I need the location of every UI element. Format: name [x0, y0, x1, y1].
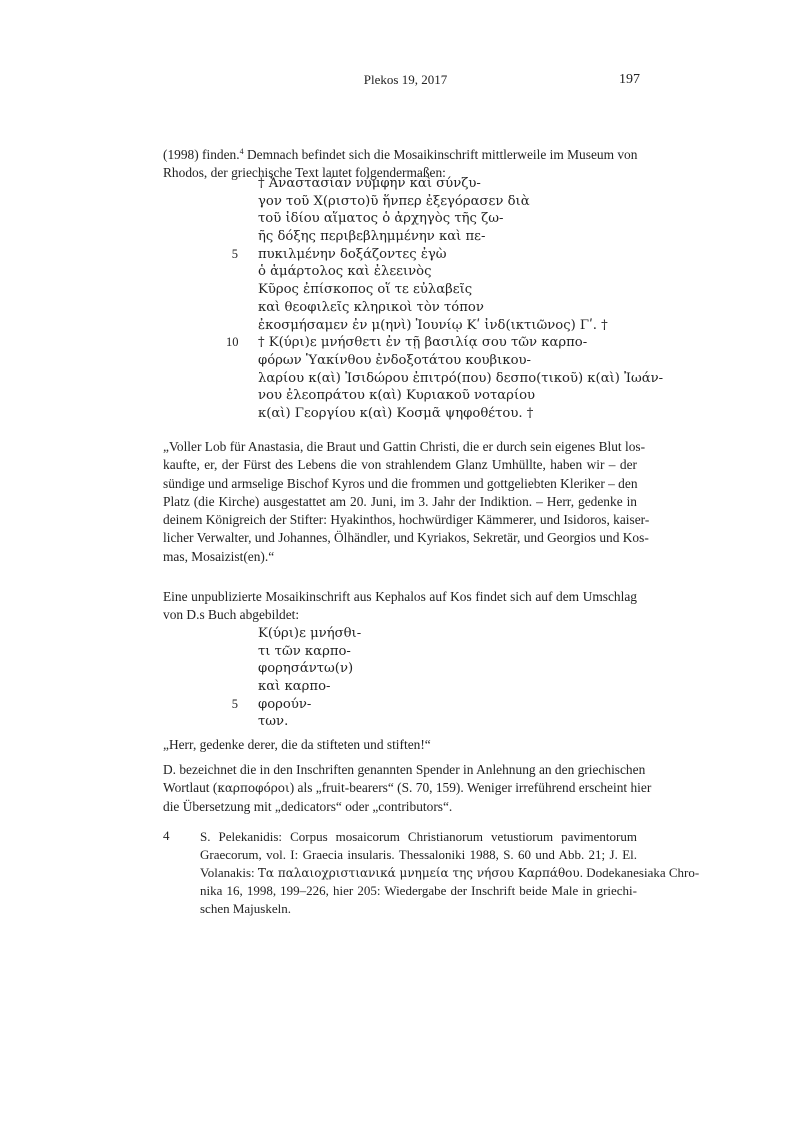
text-line: mas, Mosaizist(en).“ — [163, 548, 275, 564]
greek-text: Τα παλαιοχριστιανικά μνημεία της νήσου Καρπάθου — [257, 866, 580, 880]
text-run: D. bezeichnet die in den Inschriften genannten Spender in Anlehnung an den griechischen — [163, 762, 646, 777]
text-run: (1998) finden. — [163, 147, 240, 162]
text-line — [200, 846, 637, 864]
inscription-text: των. — [258, 714, 289, 730]
inscription-line — [226, 625, 361, 643]
text-line: sündige und armselige Bischof Kyros und die frommen und gottgeliebten Kleriker – den — [163, 475, 638, 491]
text-run: schen Majuskeln. — [200, 901, 291, 916]
inscription-text: λαρίου κ(αὶ) Ἰσιδώρου ἐπιτρό(που) δεσπο(τικοῦ) κ(αὶ) Ἰωάν- — [258, 370, 664, 386]
footnote-number: 4 — [163, 828, 170, 843]
inscription-line — [226, 696, 361, 714]
text-run: die Übersetzung mit „dedicators“ oder „contributors“. — [163, 798, 453, 814]
inscription-rhodos — [226, 175, 663, 423]
text-line: licher Verwalter, und Johannes, Ölhändler, und Kyriakos, Sekretär, und Georgios und Kos- — [163, 530, 649, 546]
text-line: „Herr, gedenke derer, die da stifteten und stiften!“ — [163, 737, 431, 752]
inscription-line — [226, 193, 663, 211]
inscription-text: γον τοῦ Χ(ριστο)ῦ ἥνπερ ἐξεγόρασεν διὰ — [258, 193, 530, 209]
text-run: S. Pelekanidis: Corpus mosaicorum Christianorum vetustiorum pavimentorum — [200, 829, 637, 844]
text-run: Graecorum, vol. I: Graecia insularis. Thessaloniki 1988, S. 60 und Abb. 21; J. El. — [200, 847, 637, 862]
inscription-text: Κῦρος ἐπίσκοπος οἵ τε εὐλαβεῖς — [258, 282, 473, 298]
text-run: nika 16, 1998, 199–226, hier 205: Wiedergabe der Inschrift beide Male in griechi- — [200, 883, 637, 898]
greek-text: καρποφόροι — [217, 781, 290, 796]
inscription-text: φορησάντω(ν) — [258, 661, 354, 677]
inscription-line — [226, 210, 663, 228]
inscription-line — [226, 370, 663, 388]
inscription-line — [226, 352, 663, 370]
running-title: Plekos 19, 2017 — [363, 72, 448, 87]
text-line — [163, 146, 637, 164]
text-run: Wortlaut ( — [163, 780, 218, 796]
inscription-text: † Κ(ύρι)ε μνήσθετι ἐν τῇ βασιλίᾳ σου τῶν καρπο- — [258, 335, 588, 351]
footnote-4 — [163, 828, 700, 918]
text-line — [200, 900, 637, 918]
inscription-text: Κ(ύρι)ε μνήσθι- — [258, 626, 362, 641]
inscription-line — [226, 263, 663, 281]
inscription-line — [226, 228, 663, 246]
text-line: „Voller Lob für Anastasia, die Braut und Gattin Christi, die er durch sein eigenes Blut los- — [163, 439, 646, 454]
inscription-text: τι τῶν καρπο- — [258, 643, 351, 659]
inscription-line — [226, 678, 361, 696]
inscription-text: νου ἐλεοπράτου κ(αὶ) Κυριακοῦ νοταρίου — [258, 388, 536, 404]
text-run: Volanakis: — [200, 865, 258, 880]
inscription-text: πυκιλμένην δοξάζοντες ἐγὼ — [258, 246, 447, 262]
page-number: 197 — [619, 72, 640, 87]
line-number: 5 — [231, 246, 238, 261]
text-line: Platz (die Kirche) ausgestattet am 20. Juni, im 3. Jahr der Indiktion. – Herr, gedenke in — [163, 493, 637, 509]
footnote-ref[interactable]: 4 — [239, 147, 244, 156]
inscription-line — [226, 246, 663, 264]
inscription-text: φορούν- — [258, 696, 312, 712]
inscription-line — [226, 643, 361, 661]
text-line — [163, 761, 646, 779]
inscription-text: † Ἀναστασίαν νύμφην καὶ σύνζυ- — [258, 176, 481, 191]
line-number: 10 — [226, 335, 239, 350]
inscription-line — [226, 334, 663, 352]
inscription-line — [226, 387, 663, 405]
inscription-line — [226, 281, 663, 299]
text-line — [200, 882, 637, 900]
inscription-line — [226, 405, 663, 423]
text-line — [163, 779, 652, 797]
inscription-text: ῆς δόξης περιβεβλημμένην καὶ πε- — [258, 229, 486, 245]
inscription-kos — [226, 625, 361, 731]
text-line — [200, 828, 637, 846]
inscription-text: ὁ ἁμάρτολος καὶ ἐλεεινὸς — [258, 264, 432, 280]
translation-rhodos — [163, 438, 650, 566]
inscription-text: καὶ καρπο- — [258, 679, 331, 695]
text-line: deinem Königreich der Stifter: Hyakinthos, hochwürdiger Kämmerer, und Isidoros, kaiser- — [163, 512, 650, 528]
paragraph-commentary — [163, 761, 652, 816]
footnote-text — [200, 828, 700, 918]
inscription-text: φόρων Ὑακίνθου ἐνδοξοτάτου κουβικου- — [258, 352, 531, 368]
text-line — [200, 864, 700, 882]
text-run: Rhodos, der griechische Text lautet folgendermaßen: — [163, 165, 446, 181]
inscription-text: καὶ θεοφιλεῖς κληρικοὶ τὸν τόπον — [258, 299, 484, 315]
line-number: 5 — [231, 696, 238, 711]
text-line: Eine unpublizierte Mosaikinschrift aus Kephalos auf Kos findet sich auf dem Umschlag — [163, 589, 637, 604]
translation-kos — [163, 736, 637, 754]
text-line: von D.s Buch abgebildet: — [163, 607, 300, 623]
text-line: kaufte, er, der Fürst des Lebens die von strahlendem Glanz Umhüllte, haben wir – der — [163, 457, 637, 473]
text-run: Demnach befindet sich die Mosaikinschrift mittlerweile im Museum von — [243, 147, 638, 162]
inscription-line — [226, 660, 361, 678]
inscription-line — [226, 175, 663, 193]
inscription-text: κ(αὶ) Γεοργίου κ(αὶ) Κοσμᾶ ψηφοθέτου. † — [258, 405, 534, 421]
inscription-line — [226, 299, 663, 317]
inscription-line — [226, 713, 361, 731]
text-run: . Dodekanesiaka Chro- — [579, 865, 700, 880]
text-run: ) als „fruit-bearers“ (S. 70, 159). Weniger irreführend erscheint hier — [289, 780, 652, 796]
inscription-text: ἐκοσμήσαμεν ἐν μ(ηνὶ) Ἰουνίῳ Κʹ ἰνδ(ικτιῶνος) Γʹ. † — [258, 317, 608, 333]
text-line — [163, 798, 637, 816]
inscription-line — [226, 317, 663, 335]
paragraph-kos — [163, 588, 637, 625]
inscription-text: τοῦ ἰδίου αἵματος ὁ ἀρχηγὸς τῆς ζω- — [258, 211, 504, 227]
